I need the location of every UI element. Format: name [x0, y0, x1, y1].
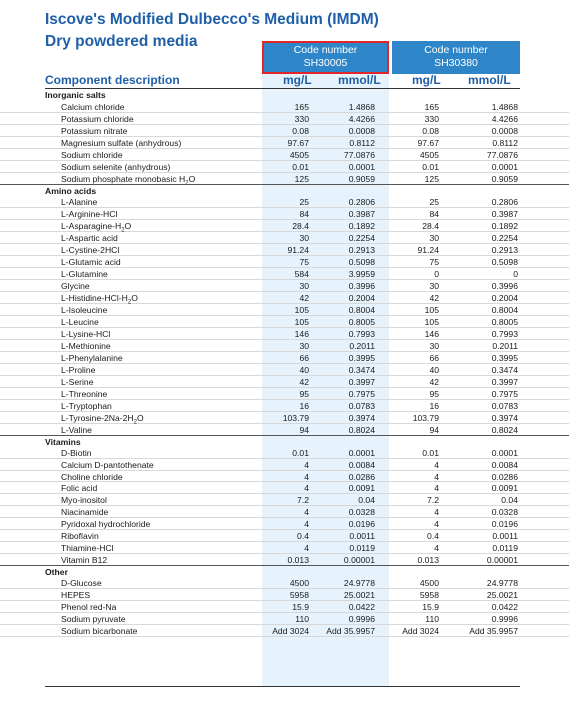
component-name: L-Cystine-2HCl [61, 244, 120, 255]
mg-l-value-1: 16 [299, 400, 309, 411]
component-name: Myo-inositol [61, 495, 107, 506]
mmol-l-value-1: 3.9959 [348, 268, 375, 279]
mg-l-value-2: 330 [424, 113, 439, 124]
component-name: Vitamin B12 [61, 555, 108, 566]
mg-l-value-2: 4 [434, 471, 439, 482]
table-row [0, 208, 569, 220]
mmol-l-value-2: 0.2011 [492, 340, 518, 351]
table-row [0, 125, 569, 137]
component-name: Niacinamide [61, 507, 109, 518]
component-name: L-Glutamic acid [61, 256, 121, 267]
mg-l-value-1: 0.4 [297, 531, 309, 542]
mg-l-value-1: 4500 [289, 578, 309, 589]
mmol-l-value-1: 0.7993 [348, 328, 375, 339]
mg-l-value-2: 25 [429, 196, 439, 207]
mg-l-value-1: 4 [304, 483, 309, 494]
mg-l-value-2: 0.01 [422, 447, 439, 458]
mg-l-value-2: 4 [434, 459, 439, 470]
table-row [0, 376, 569, 388]
section-header [0, 435, 569, 447]
table-row [0, 256, 569, 268]
component-name: L-Leucine [61, 316, 99, 327]
table-row [0, 613, 569, 625]
table-row [0, 447, 569, 459]
mg-l-value-2: 15.9 [422, 602, 439, 613]
mg-l-value-1: 125 [294, 173, 309, 184]
mmol-l-value-2: 0.0008 [491, 125, 518, 136]
mg-l-value-2: 0.01 [422, 161, 439, 172]
table-row [0, 244, 569, 256]
mg-l-value-1: 4 [304, 459, 309, 470]
mmol-l-value-2: 0.0328 [491, 507, 518, 518]
mmol-l-value-1: 0.3974 [348, 412, 375, 423]
mg-l-value-1: 4 [304, 543, 309, 554]
mmol-l-value-1: 1.4868 [348, 101, 375, 112]
component-name: L-Arginine-HCl [61, 208, 118, 219]
mg-l-value-1: 4 [304, 507, 309, 518]
mmol-l-value-1: 0.0091 [348, 483, 375, 494]
mmol-l-value-2: 0.3997 [491, 376, 518, 387]
table-row [0, 412, 569, 424]
mmol-l-value-1: 0.1892 [348, 220, 375, 231]
mg-l-value-1: 75 [299, 256, 309, 267]
mmol-l-value-2: 0.0286 [491, 471, 518, 482]
mmol-l-value-1: 0.00001 [343, 555, 375, 566]
mg-l-value-1: Add 3024 [272, 626, 309, 637]
mg-l-value-1: 4 [304, 519, 309, 530]
component-name: L-Methionine [61, 340, 111, 351]
table-row [0, 482, 569, 494]
table-row [0, 494, 569, 506]
mmol-l-value-2: 0.2806 [491, 196, 518, 207]
mmol-l-value-2: 0.0119 [492, 543, 518, 554]
mg-l-value-2: 97.67 [417, 137, 439, 148]
component-name: Calcium D-pantothenate [61, 459, 154, 470]
mg-l-value-2: 5958 [419, 590, 439, 601]
mmol-l-value-1: 0.0328 [348, 507, 375, 518]
mg-l-value-1: 165 [294, 101, 309, 112]
table-row [0, 113, 569, 125]
component-name: L-Glutamine [61, 268, 108, 279]
component-name: L-Serine [61, 376, 94, 387]
mg-l-value-1: 105 [294, 304, 309, 315]
mg-l-value-1: 584 [294, 268, 309, 279]
component-name: L-Aspartic acid [61, 232, 118, 243]
mg-l-value-1: 0.01 [292, 447, 309, 458]
mg-l-value-2: 0 [434, 268, 439, 279]
mmol-l-value-1: 0.0001 [348, 161, 375, 172]
mmol-l-value-1: 0.0286 [348, 471, 375, 482]
mmol-l-value-1: 0.0783 [348, 400, 375, 411]
mmol-l-value-1: 0.0001 [348, 447, 375, 458]
table-row [0, 542, 569, 554]
mg-l-value-2: 0.08 [422, 125, 439, 136]
mmol-l-value-2: 0.0783 [491, 400, 518, 411]
table-row [0, 577, 569, 589]
table-row [0, 232, 569, 244]
table-row [0, 196, 569, 208]
table-row [0, 220, 569, 232]
table-row [0, 530, 569, 542]
mmol-l-value-1: 0.2004 [348, 292, 375, 303]
mg-l-value-2: Add 3024 [402, 626, 439, 637]
mmol-l-value-1: 0.0422 [348, 602, 375, 613]
mmol-l-value-2: 0.5098 [491, 256, 518, 267]
mg-l-value-2: 105 [424, 316, 439, 327]
document-title: Iscove's Modified Dulbecco's Medium (IMDM) [45, 11, 379, 28]
table-row [0, 340, 569, 352]
mg-l-value-1: 28.4 [292, 220, 309, 231]
mmol-l-value-2: 0 [513, 268, 518, 279]
mmol-l-value-2: 0.7975 [491, 388, 518, 399]
mg-l-value-2: 75 [429, 256, 439, 267]
mmol-l-value-1: 0.8005 [348, 316, 375, 327]
component-name: Magnesium sulfate (anhydrous) [61, 137, 182, 148]
mmol-l-value-1: 0.2254 [348, 232, 375, 243]
component-name: L-Isoleucine [61, 304, 108, 315]
mmol-l-value-2: 0.2254 [491, 232, 518, 243]
mg-l-value-1: 42 [299, 292, 309, 303]
mmol-l-value-1: 0.5098 [348, 256, 375, 267]
mg-l-value-1: 30 [299, 232, 309, 243]
mg-l-value-2: 4 [434, 507, 439, 518]
mmol-l-value-2: 0.9059 [491, 173, 518, 184]
mmol-l-value-1: 0.3997 [348, 376, 375, 387]
mg-l-value-2: 4505 [419, 149, 439, 160]
component-name: Phenol red-Na [61, 602, 117, 613]
mmol-l-value-1: 0.3996 [348, 280, 375, 291]
mg-l-value-2: 110 [425, 614, 439, 625]
mg-l-value-1: 105 [294, 316, 309, 327]
mg-l-value-2: 4 [434, 543, 439, 554]
mmol-l-value-1: 0.0011 [349, 531, 375, 542]
code-number-header-1[interactable] [262, 41, 389, 74]
mg-l-value-2: 94 [429, 424, 439, 435]
component-name: Potassium nitrate [61, 125, 128, 136]
mg-l-header-1: mg/L [283, 73, 312, 87]
mg-l-value-2: 4 [434, 519, 439, 530]
table-row [0, 280, 569, 292]
component-name: L-Valine [61, 424, 92, 435]
mg-l-value-2: 7.2 [427, 495, 439, 506]
mmol-l-value-1: 0.0119 [349, 543, 375, 554]
mmol-l-value-2: 0.0422 [491, 602, 518, 613]
mmol-l-value-1: 24.9778 [343, 578, 375, 589]
table-row [0, 518, 569, 530]
component-name: Folic acid [61, 483, 98, 494]
mmol-l-value-2: 0.7993 [491, 328, 518, 339]
table-row [0, 304, 569, 316]
table-row [0, 161, 569, 173]
mmol-l-value-2: 0.8004 [491, 304, 518, 315]
mmol-l-value-1: 77.0876 [343, 149, 375, 160]
mg-l-value-1: 330 [294, 113, 309, 124]
mmol-l-value-1: 0.3474 [348, 364, 375, 375]
code-number-value-2: SH30380 [434, 57, 478, 69]
section-name: Vitamins [45, 436, 81, 447]
section-header [0, 565, 569, 577]
section-name: Inorganic salts [45, 90, 106, 100]
table-row [0, 388, 569, 400]
mg-l-value-2: 40 [429, 364, 439, 375]
mg-l-value-2: 42 [429, 376, 439, 387]
mmol-l-value-1: Add 35.9957 [326, 626, 375, 637]
mmol-l-value-2: 0.0001 [491, 161, 518, 172]
mg-l-value-2: 0.013 [417, 555, 439, 566]
component-name: L-Threonine [61, 388, 108, 399]
mg-l-value-2: 125 [424, 173, 439, 184]
mg-l-value-1: 42 [299, 376, 309, 387]
mg-l-value-2: 103.79 [412, 412, 439, 423]
mmol-l-value-2: 0.04 [501, 495, 518, 506]
mg-l-value-1: 7.2 [297, 495, 309, 506]
mg-l-value-1: 0.013 [287, 555, 309, 566]
code-number-value-1: SH30005 [303, 57, 348, 69]
mg-l-value-1: 94 [299, 424, 309, 435]
mmol-l-value-1: 0.0008 [348, 125, 375, 136]
mmol-l-value-2: 0.8024 [491, 424, 518, 435]
code-number-header-2 [392, 41, 520, 74]
mg-l-value-1: 66 [299, 352, 309, 363]
section-name: Other [45, 567, 68, 578]
mmol-l-value-1: 0.2011 [349, 340, 375, 351]
mmol-l-value-1: 0.0196 [348, 519, 375, 530]
mmol-l-value-2: 24.9778 [486, 578, 518, 589]
component-name: Sodium bicarbonate [61, 626, 138, 637]
component-description-header: Component description [45, 73, 180, 87]
table-row [0, 316, 569, 328]
component-name: $L-Tyrosine-2Na-2H_2O$ [61, 412, 144, 426]
mmol-l-value-1: 0.8112 [349, 137, 375, 148]
mmol-l-value-1: 0.9996 [348, 614, 375, 625]
mmol-l-value-2: 1.4868 [491, 101, 518, 112]
section-header [0, 184, 569, 196]
component-name: L-Alanine [61, 196, 98, 207]
mg-l-value-1: 0.01 [292, 161, 309, 172]
mmol-l-value-1: 0.3995 [348, 352, 375, 363]
component-name: Sodium phosphate monobasic $H_2O$ [61, 173, 196, 187]
component-name: L-Lysine-HCl [61, 328, 111, 339]
table-row [0, 589, 569, 601]
table-row [0, 459, 569, 471]
mg-l-value-2: 30 [429, 232, 439, 243]
mmol-l-value-1: 0.8004 [348, 304, 375, 315]
mmol-l-value-1: 0.04 [358, 495, 375, 506]
mg-l-value-2: 146 [424, 328, 439, 339]
mmol-l-value-1: 4.4266 [348, 113, 375, 124]
mmol-l-value-2: 0.0196 [491, 519, 518, 530]
table-bottom-rule [45, 686, 520, 687]
mg-l-value-1: 95 [299, 388, 309, 399]
mg-l-value-1: 30 [299, 340, 309, 351]
mmol-l-value-2: 0.3995 [491, 352, 518, 363]
mmol-l-value-1: 0.2806 [348, 196, 375, 207]
component-name: Calcium chloride [61, 101, 125, 112]
component-name: L-Tryptophan [61, 400, 112, 411]
component-name: Riboflavin [61, 531, 99, 542]
code-number-label-1: Code number [293, 44, 358, 56]
mg-l-value-2: 66 [429, 352, 439, 363]
code-number-label-2: Code number [424, 44, 488, 56]
mg-l-value-2: 30 [429, 340, 439, 351]
mmol-l-header-1: mmol/L [338, 73, 381, 87]
mg-l-value-1: 4505 [289, 149, 309, 160]
mmol-l-value-1: 0.0084 [348, 459, 375, 470]
mg-l-value-2: 0.4 [427, 531, 439, 542]
table-row [0, 400, 569, 412]
mg-l-value-1: 5958 [289, 590, 309, 601]
mg-l-value-1: 15.9 [292, 602, 309, 613]
table-row [0, 506, 569, 518]
table-row [0, 471, 569, 483]
mmol-l-header-2: mmol/L [468, 73, 511, 87]
mg-l-value-1: 4 [304, 471, 309, 482]
mg-l-value-2: 4500 [419, 578, 439, 589]
table-row [0, 101, 569, 113]
component-name: Choline chloride [61, 471, 123, 482]
component-name: Sodium selenite (anhydrous) [61, 161, 171, 172]
mg-l-value-1: 30 [299, 280, 309, 291]
mmol-l-value-1: 0.9059 [348, 173, 375, 184]
component-name: L-Proline [61, 364, 96, 375]
composition-table [0, 89, 569, 637]
mmol-l-value-2: 25.0021 [486, 590, 518, 601]
mmol-l-value-2: 4.4266 [491, 113, 518, 124]
component-name: Sodium pyruvate [61, 614, 126, 625]
component-name: HEPES [61, 590, 91, 601]
mg-l-value-2: 16 [429, 400, 439, 411]
component-name: $L-Asparagine-H_2O$ [61, 220, 132, 234]
mmol-l-value-2: 0.9996 [491, 614, 518, 625]
mmol-l-value-1: 0.3987 [348, 208, 375, 219]
mmol-l-value-2: 0.0011 [492, 531, 518, 542]
mmol-l-value-2: 0.00001 [486, 555, 518, 566]
mmol-l-value-2: 0.0091 [491, 483, 518, 494]
component-name: Thiamine-HCl [61, 543, 114, 554]
table-row [0, 292, 569, 304]
mg-l-value-2: 91.24 [417, 244, 439, 255]
component-name: $L-Histidine-HCl-H_2O$ [61, 292, 138, 306]
component-name: D-Biotin [61, 447, 92, 458]
component-name: Glycine [61, 280, 90, 291]
mmol-l-value-2: 0.2004 [491, 292, 518, 303]
table-row [0, 328, 569, 340]
mg-l-value-2: 30 [429, 280, 439, 291]
section-header [0, 89, 569, 101]
mmol-l-value-2: 0.3474 [491, 364, 518, 375]
mg-l-header-2: mg/L [412, 73, 441, 87]
component-name: D-Glucose [61, 578, 102, 589]
mmol-l-value-2: 0.3974 [491, 412, 518, 423]
mg-l-value-1: 0.08 [292, 125, 309, 136]
mmol-l-value-2: 77.0876 [486, 149, 518, 160]
mg-l-value-2: 105 [424, 304, 439, 315]
mmol-l-value-2: 0.8112 [492, 137, 518, 148]
mg-l-value-2: 42 [429, 292, 439, 303]
mmol-l-value-2: 0.8005 [491, 316, 518, 327]
mg-l-value-2: 4 [434, 483, 439, 494]
table-row [0, 137, 569, 149]
component-name: Pyridoxal hydrochloride [61, 519, 151, 530]
mmol-l-value-2: 0.3996 [491, 280, 518, 291]
table-row [0, 149, 569, 161]
mg-l-value-1: 103.79 [282, 412, 309, 423]
component-name: Potassium chloride [61, 113, 134, 124]
table-row [0, 601, 569, 613]
table-row [0, 364, 569, 376]
table-row [0, 268, 569, 280]
mg-l-value-2: 28.4 [422, 220, 439, 231]
mmol-l-value-1: 0.7975 [348, 388, 375, 399]
mg-l-value-1: 97.67 [287, 137, 309, 148]
mg-l-value-1: 110 [295, 614, 309, 625]
section-name: Amino acids [45, 185, 97, 196]
mmol-l-value-2: 0.0084 [491, 459, 518, 470]
table-row [0, 352, 569, 364]
mmol-l-value-2: 0.2913 [491, 244, 518, 255]
table-row [0, 625, 569, 637]
mg-l-value-2: 95 [429, 388, 439, 399]
component-name: L-Phenylalanine [61, 352, 123, 363]
mmol-l-value-2: Add 35.9957 [469, 626, 518, 637]
mmol-l-value-2: 0.0001 [491, 447, 518, 458]
mg-l-value-2: 84 [429, 208, 439, 219]
mg-l-value-1: 91.24 [287, 244, 309, 255]
mmol-l-value-1: 25.0021 [343, 590, 375, 601]
component-name: Sodium chloride [61, 149, 123, 160]
mmol-l-value-1: 0.8024 [348, 424, 375, 435]
mmol-l-value-2: 0.3987 [491, 208, 518, 219]
mg-l-value-1: 25 [299, 196, 309, 207]
mmol-l-value-1: 0.2913 [348, 244, 375, 255]
mg-l-value-1: 40 [299, 364, 309, 375]
mmol-l-value-2: 0.1892 [491, 220, 518, 231]
mg-l-value-1: 146 [294, 328, 309, 339]
mg-l-value-2: 165 [424, 101, 439, 112]
mg-l-value-1: 84 [299, 208, 309, 219]
document-subtitle: Dry powdered media [45, 33, 198, 50]
